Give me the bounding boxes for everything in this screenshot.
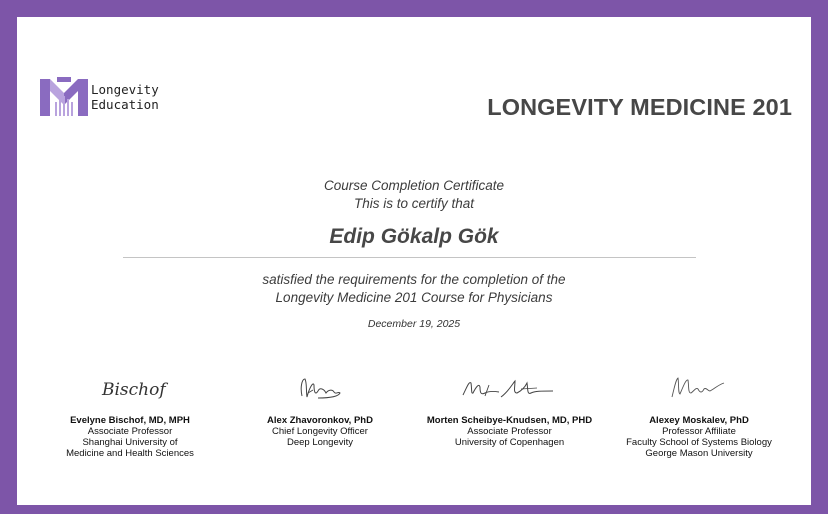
signatory-title: Chief Longevity Officer [272,426,368,437]
signature-bischof-text: Bischof [102,380,166,400]
brand-line-1: Longevity [91,82,159,97]
signatory-title: Associate Professor [87,426,173,437]
certificate-card [17,17,811,505]
signatory-name: Alex Zhavoronkov, PhD [267,415,373,426]
signatory-name: Evelyne Bischof, MD, MPH [70,415,190,426]
brand-wordmark [91,82,159,112]
signatory-affiliation: University of Copenhagen [454,437,565,448]
requirement-line-2: Longevity Medicine 201 Course for Physicians [275,290,553,305]
signature-moskalev [609,369,789,405]
signatory-zhavoronkov [230,369,410,448]
signatory-affiliation: Faculty School of Systems Biology [626,437,772,448]
brand-logo [40,77,159,117]
signatory-scheibye-knudsen [417,369,602,448]
signature-bischof [40,369,220,405]
course-title: LONGEVITY MEDICINE 201 [487,94,792,120]
signatory-title: Associate Professor [467,426,552,437]
certificate-type: Course Completion Certificate [323,178,505,193]
signatory-moskalev [609,369,789,459]
signatory-bischof [40,369,220,459]
signatory-affiliation: Deep Longevity [286,437,354,448]
signatory-title: Professor Affiliate [662,426,736,437]
signatory-affiliation: George Mason University [645,448,753,459]
signatory-affiliation: Medicine and Health Sciences [66,448,194,459]
brand-line-2: Education [91,97,159,112]
completion-date: December 19, 2025 [367,318,461,330]
signature-scheibye-knudsen [417,369,602,405]
recipient-name: Edip Gökalp Gök [329,225,499,248]
signatory-name: Morten Scheibye-Knudsen, MD, PHD [426,415,593,426]
signatory-affiliation: Shanghai University of [82,437,178,448]
name-underline [123,257,696,258]
requirement-line-1: satisfied the requirements for the completion of the [262,272,566,287]
signature-zhavoronkov [230,369,410,405]
longevity-education-logo-icon [40,77,88,117]
signatory-name: Alexey Moskalev, PhD [649,415,749,426]
certify-line: This is to certify that [353,196,475,211]
